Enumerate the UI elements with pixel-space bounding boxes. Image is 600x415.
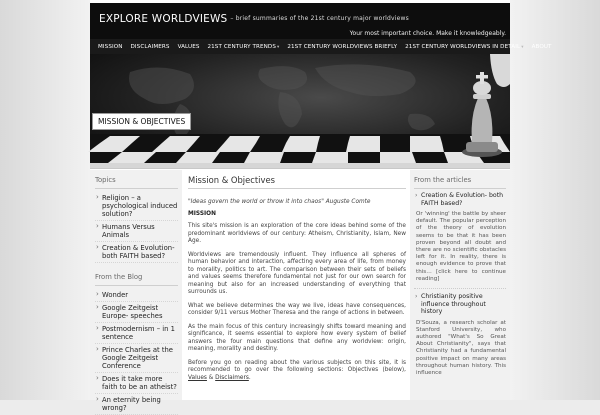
paragraph: This site's mission is an exploration of the core ideas behind some of the predominant worldviews of our century: Atheism, Christianity, Islam, New Age. — [188, 223, 406, 244]
banner-title: MISSION & OBJECTIVES — [92, 113, 191, 130]
quote: "Ideas govern the world or throw it into chaos" Auguste Comte — [188, 199, 371, 205]
nav-item-disclaimers[interactable]: DISCLAIMERS — [130, 43, 170, 50]
paragraph: Before you go on reading about the various subjects on this site, it is recommended to go over the following sections: Objectives (below), Values & Disclaimers. — [188, 359, 406, 381]
chess-king-graphic — [462, 72, 502, 157]
chess-banner-image — [90, 54, 510, 163]
topic-item[interactable]: › Religion – a psychological induced solution? — [95, 192, 178, 221]
paragraph: What we believe determines the way we live, ideas have consequences, consider 9/11 versus Mother Theresa and the range of actions in between. — [188, 302, 406, 316]
paragraph: Worldviews are tremendously influent. They influence all spheres of human behavior and interaction, affecting every area of life, from money to morality, politics to art. The comparison between their sets of beliefs and values seems therefore fundamental not just for our own search for meaning but also for an increased understanding of everything that surrounds us. — [188, 251, 406, 295]
left-sidebar — [90, 170, 182, 412]
nav-item-mission[interactable]: MISSION — [98, 43, 123, 50]
page-container — [90, 0, 552, 412]
values-link[interactable]: Values — [188, 374, 207, 381]
header-banner — [90, 54, 510, 163]
mission-heading: MISSION — [188, 211, 216, 217]
nav-item-worldviews-in-detail[interactable]: 21ST CENTURY WORLDVIEWS IN DETAIL▾ — [405, 43, 524, 50]
site-header — [90, 3, 510, 39]
site-slogan: Your most important choice. Make it knowledgeably. — [349, 30, 506, 37]
blog-item[interactable]: › An eternity being wrong? — [95, 394, 178, 415]
paragraph: As the main focus of this century increasingly shifts toward meaning and significance, it seems essential to explore how every system of belief answers the four main questions that define any worldview: origin, meaning, morality and destiny. — [188, 323, 406, 352]
chevron-down-icon: ▾ — [521, 44, 524, 50]
banner-divider — [90, 163, 510, 169]
nav-item-worldviews-briefly[interactable]: 21ST CENTURY WORLDVIEWS BRIEFLY — [287, 43, 398, 50]
nav-item-21st-century-trends[interactable]: 21ST CENTURY TRENDS▾ — [207, 43, 280, 50]
chessboard-graphic — [88, 134, 510, 163]
blog-heading: From the Blog — [95, 273, 178, 286]
article-title[interactable]: › Creation & Evolution- both FAITH based? — [414, 192, 506, 207]
article-title[interactable]: › Christianity positive influence throughout history — [414, 293, 506, 316]
right-sidebar — [410, 170, 510, 400]
nav-item-values[interactable]: VALUES — [177, 43, 200, 50]
blog-item[interactable]: › Google Zeitgeist Europe- speeches — [95, 302, 178, 323]
blog-item[interactable]: › Wonder — [95, 289, 178, 302]
topic-item[interactable]: › Humans Versus Animals — [95, 221, 178, 242]
site-title[interactable] — [99, 13, 409, 25]
topic-item[interactable]: › Creation & Evolution- both FAITH based? — [95, 242, 178, 263]
disclaimers-link[interactable]: Disclaimers — [215, 374, 249, 381]
article-excerpt: Or 'winning' the battle by sheer default. The popular perception of the theory of evolution seems to be that it has been proven beyond all doubt and there are no scientific obstacles left for it. In reality, there is enough evidence to prove that this… [click here to continue reading] — [416, 211, 506, 282]
article-excerpt: D'Souza, a research scholar at Stanford University, who authored "What's So Great About Christianity", says that Christianity had a fundamental positive impact on many areas throughout human history. This influence — [416, 319, 506, 376]
page-background-right — [510, 0, 600, 400]
main-nav — [90, 39, 552, 54]
blog-item[interactable]: › Prince Charles at the Google Zeitgeist Conference — [95, 344, 178, 373]
blog-item[interactable]: › Postmodernism – in 1 sentence — [95, 323, 178, 344]
chevron-down-icon: ▾ — [277, 44, 280, 50]
main-content — [188, 170, 406, 400]
nav-item-about[interactable]: ABOUT — [531, 43, 552, 50]
site-name[interactable]: EXPLORE WORLDVIEWS — [99, 13, 228, 25]
hand-graphic — [490, 54, 510, 87]
articles-heading: From the articles — [414, 176, 506, 189]
blog-item[interactable]: › Does it take more faith to be an atheist? — [95, 373, 178, 394]
page-title: Mission & Objectives — [188, 175, 406, 189]
topics-heading: Topics — [95, 176, 178, 189]
site-tagline: – brief summaries of the 21st century major worldviews — [230, 15, 409, 22]
article-separator — [414, 288, 506, 289]
page-background-left — [0, 0, 90, 400]
